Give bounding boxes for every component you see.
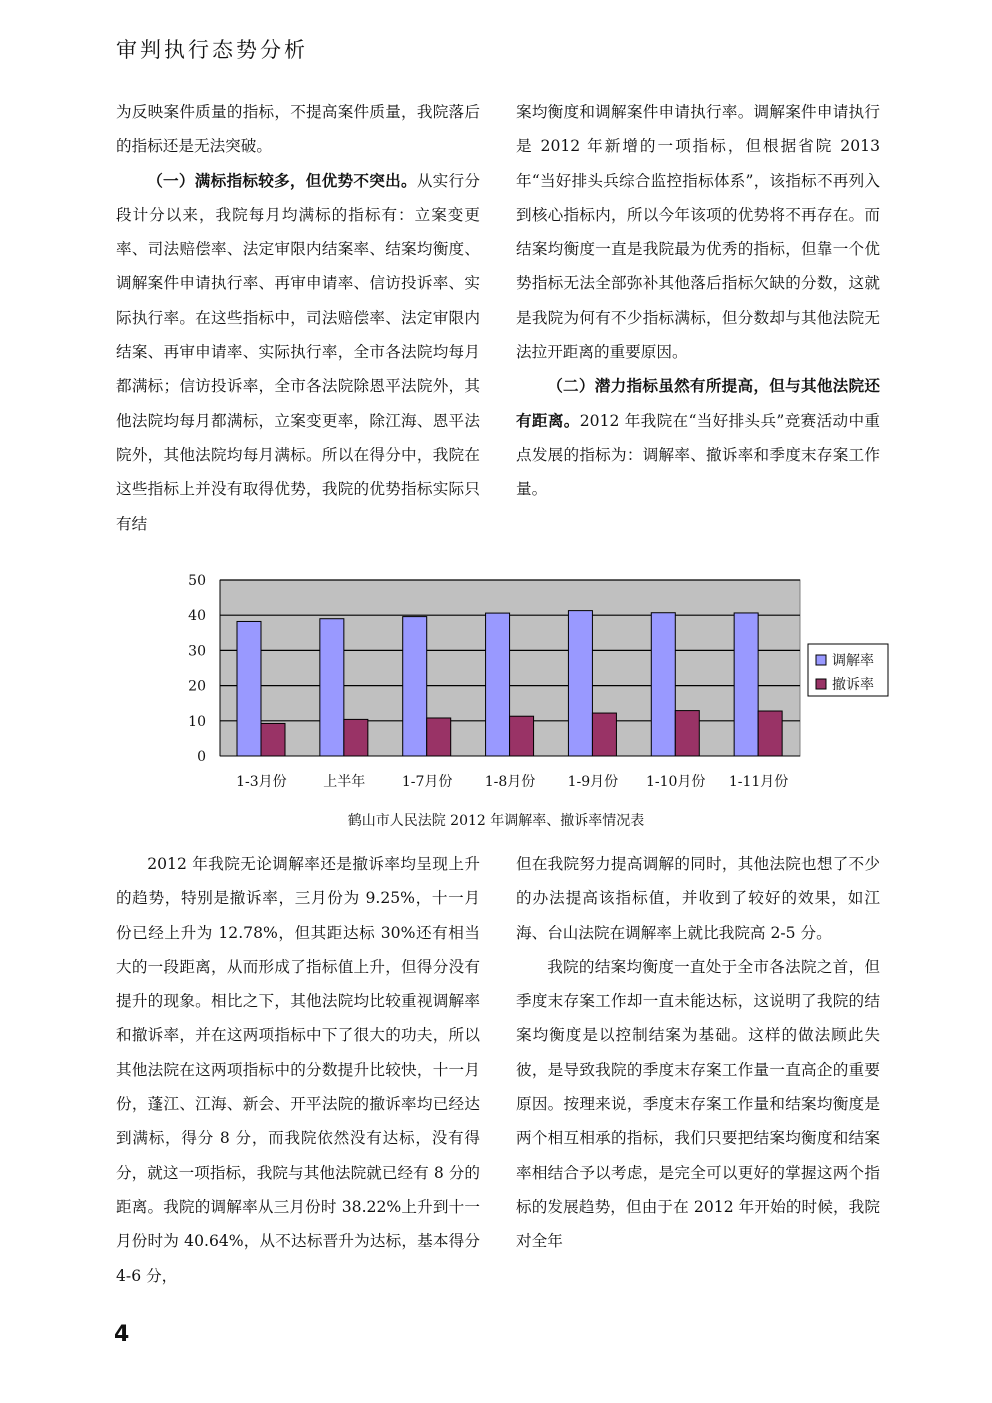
section-heading: （一）满标指标较多，但优势不突出。 (147, 170, 417, 190)
paragraph-text: 从实行分段计分以来，我院每月均满标的指标有：立案变更率、司法赔偿率、法定审限内结案率、结案均衡度、调解案件申请执行率、再审申请率、信访投诉率、实际执行率。在这些指标中，司法赔偿率、法定审限内结案、再审申请率、实际执行率，全市各法院均每月都满标；信访投诉率，全市各法院除恩平法院外，其他法院均每月都满标，立案变更率，除江海、恩平法院外，其他法院均每月满标。所以在得分中，我院在这些指标上并没有取得优势，我院的优势指标实际只有结 (116, 171, 480, 533)
paragraph (116, 847, 480, 1293)
paragraph (516, 369, 880, 506)
top-right-column (516, 95, 880, 507)
bar-withdrawal-rate (592, 713, 616, 756)
bar-mediation-rate (403, 617, 427, 756)
bar-mediation-rate (237, 621, 261, 756)
bar-withdrawal-rate (427, 718, 451, 756)
x-tick-label: 上半年 (323, 774, 366, 790)
bar-mediation-rate (568, 611, 592, 756)
legend-label: 调解率 (832, 653, 874, 669)
paragraph (516, 95, 880, 369)
x-tick-label: 1-7月份 (401, 774, 453, 790)
x-tick-label: 1-10月份 (645, 774, 706, 790)
paragraph (116, 95, 480, 164)
bar-chart (170, 566, 910, 806)
bottom-right-column (516, 847, 880, 1259)
bottom-left-column (116, 847, 480, 1293)
bar-withdrawal-rate (261, 723, 285, 756)
y-tick-label: 50 (188, 573, 206, 589)
section-heading: （二）潜力指标虽然有所提高，但与其他法院还有距离。 (516, 376, 880, 430)
bar-withdrawal-rate (758, 711, 782, 756)
legend-label: 撤诉率 (832, 677, 874, 693)
bar-mediation-rate (651, 613, 675, 756)
x-tick-label: 1-8月份 (484, 774, 536, 790)
x-tick-label: 1-3月份 (236, 774, 287, 790)
y-tick-label: 10 (188, 713, 206, 730)
y-tick-label: 40 (188, 608, 206, 625)
paragraph-text: 为反映案件质量的指标，不提高案件质量，我院落后的指标还是无法突破。 (116, 103, 480, 156)
paragraph (516, 950, 880, 1259)
page-number: 4 (114, 1322, 130, 1347)
paragraph-text: 2012 年我院无论调解率还是撤诉率均呈现上升的趋势，特别是撤诉率，三月份为 9.25%，十一月份已经上升为 12.78%，但其距达标 30%还有相当大的一段距离，从而形成了指标值上升，但得分没有提升的现象。相比之下，其他法院均比较重视调解率和撤诉率，并在这两项指标中下了很大的功夫，所以其他法院在这两项指标中的分数提升比较快，十一月份，蓬江、江海、新会、开平法院的撤诉率均已经达到满标，得分 8 分，而我院依然没有达标，没有得分，就这一项指标，我院与其他法院就已经有 8 分的距离。我院的调解率从三月份时 38.22%上升到十一月份时为 40.64%，从不达标晋升为达标，基本得分 4-6 分， (116, 855, 480, 1285)
running-header: 审判执行态势分析 (116, 38, 308, 62)
paragraph-text: 但在我院努力提高调解的同时，其他法院也想了不少的办法提高该指标值，并收到了较好的效果，如江海、台山法院在调解率上就比我院高 2-5 分。 (516, 855, 880, 942)
x-tick-label: 1-9月份 (567, 774, 619, 790)
bar-withdrawal-rate (675, 711, 699, 756)
paragraph-text: 案均衡度和调解案件申请执行率。调解案件申请执行是 2012 年新增的一项指标，但根据省院 2013 年“当好排头兵综合监控指标体系”，该指标不再列入到核心指标内，所以今年该项的优势将不再存在。而结案均衡度一直是我院最为优秀的指标，但靠一个优势指标无法全部弥补其他落后指标欠缺的分数，这就是我院为何有不少指标满标，但分数却与其他法院无法拉开距离的重要原因。 (516, 103, 880, 362)
y-tick-label: 0 (197, 749, 206, 765)
top-left-column (116, 95, 480, 541)
x-tick-label: 1-11月份 (728, 774, 789, 790)
y-tick-label: 30 (188, 643, 206, 660)
paragraph (516, 847, 880, 950)
legend-swatch (816, 655, 826, 665)
paragraph (116, 164, 480, 541)
paragraph-text: 2012 年我院在“当好排头兵”竞赛活动中重点发展的指标为：调解率、撤诉率和季度末存案工作量。 (516, 411, 880, 499)
bar-mediation-rate (486, 613, 510, 756)
paragraph-text: 我院的结案均衡度一直处于全市各法院之首，但季度末存案工作却一直未能达标，这说明了我院的结案均衡度是以控制结案为基础。这样的做法顾此失彼，是导致我院的季度末存案工作量一直高企的重要原因。按理来说，季度末存案工作量和结案均衡度是两个相互相承的指标，我们只要把结案均衡度和结案率相结合予以考虑，是完全可以更好的掌握这两个指标的发展趋势，但由于在 2012 年开始的时候，我院对全年 (516, 957, 880, 1251)
figure-caption: 鹤山市人民法院 2012 年调解率、撤诉率情况表 (347, 813, 645, 829)
bar-mediation-rate (734, 613, 758, 756)
bar-mediation-rate (320, 619, 344, 756)
y-tick-label: 20 (188, 678, 206, 695)
legend-swatch (816, 679, 826, 689)
bar-withdrawal-rate (510, 716, 534, 756)
bar-withdrawal-rate (344, 719, 368, 756)
